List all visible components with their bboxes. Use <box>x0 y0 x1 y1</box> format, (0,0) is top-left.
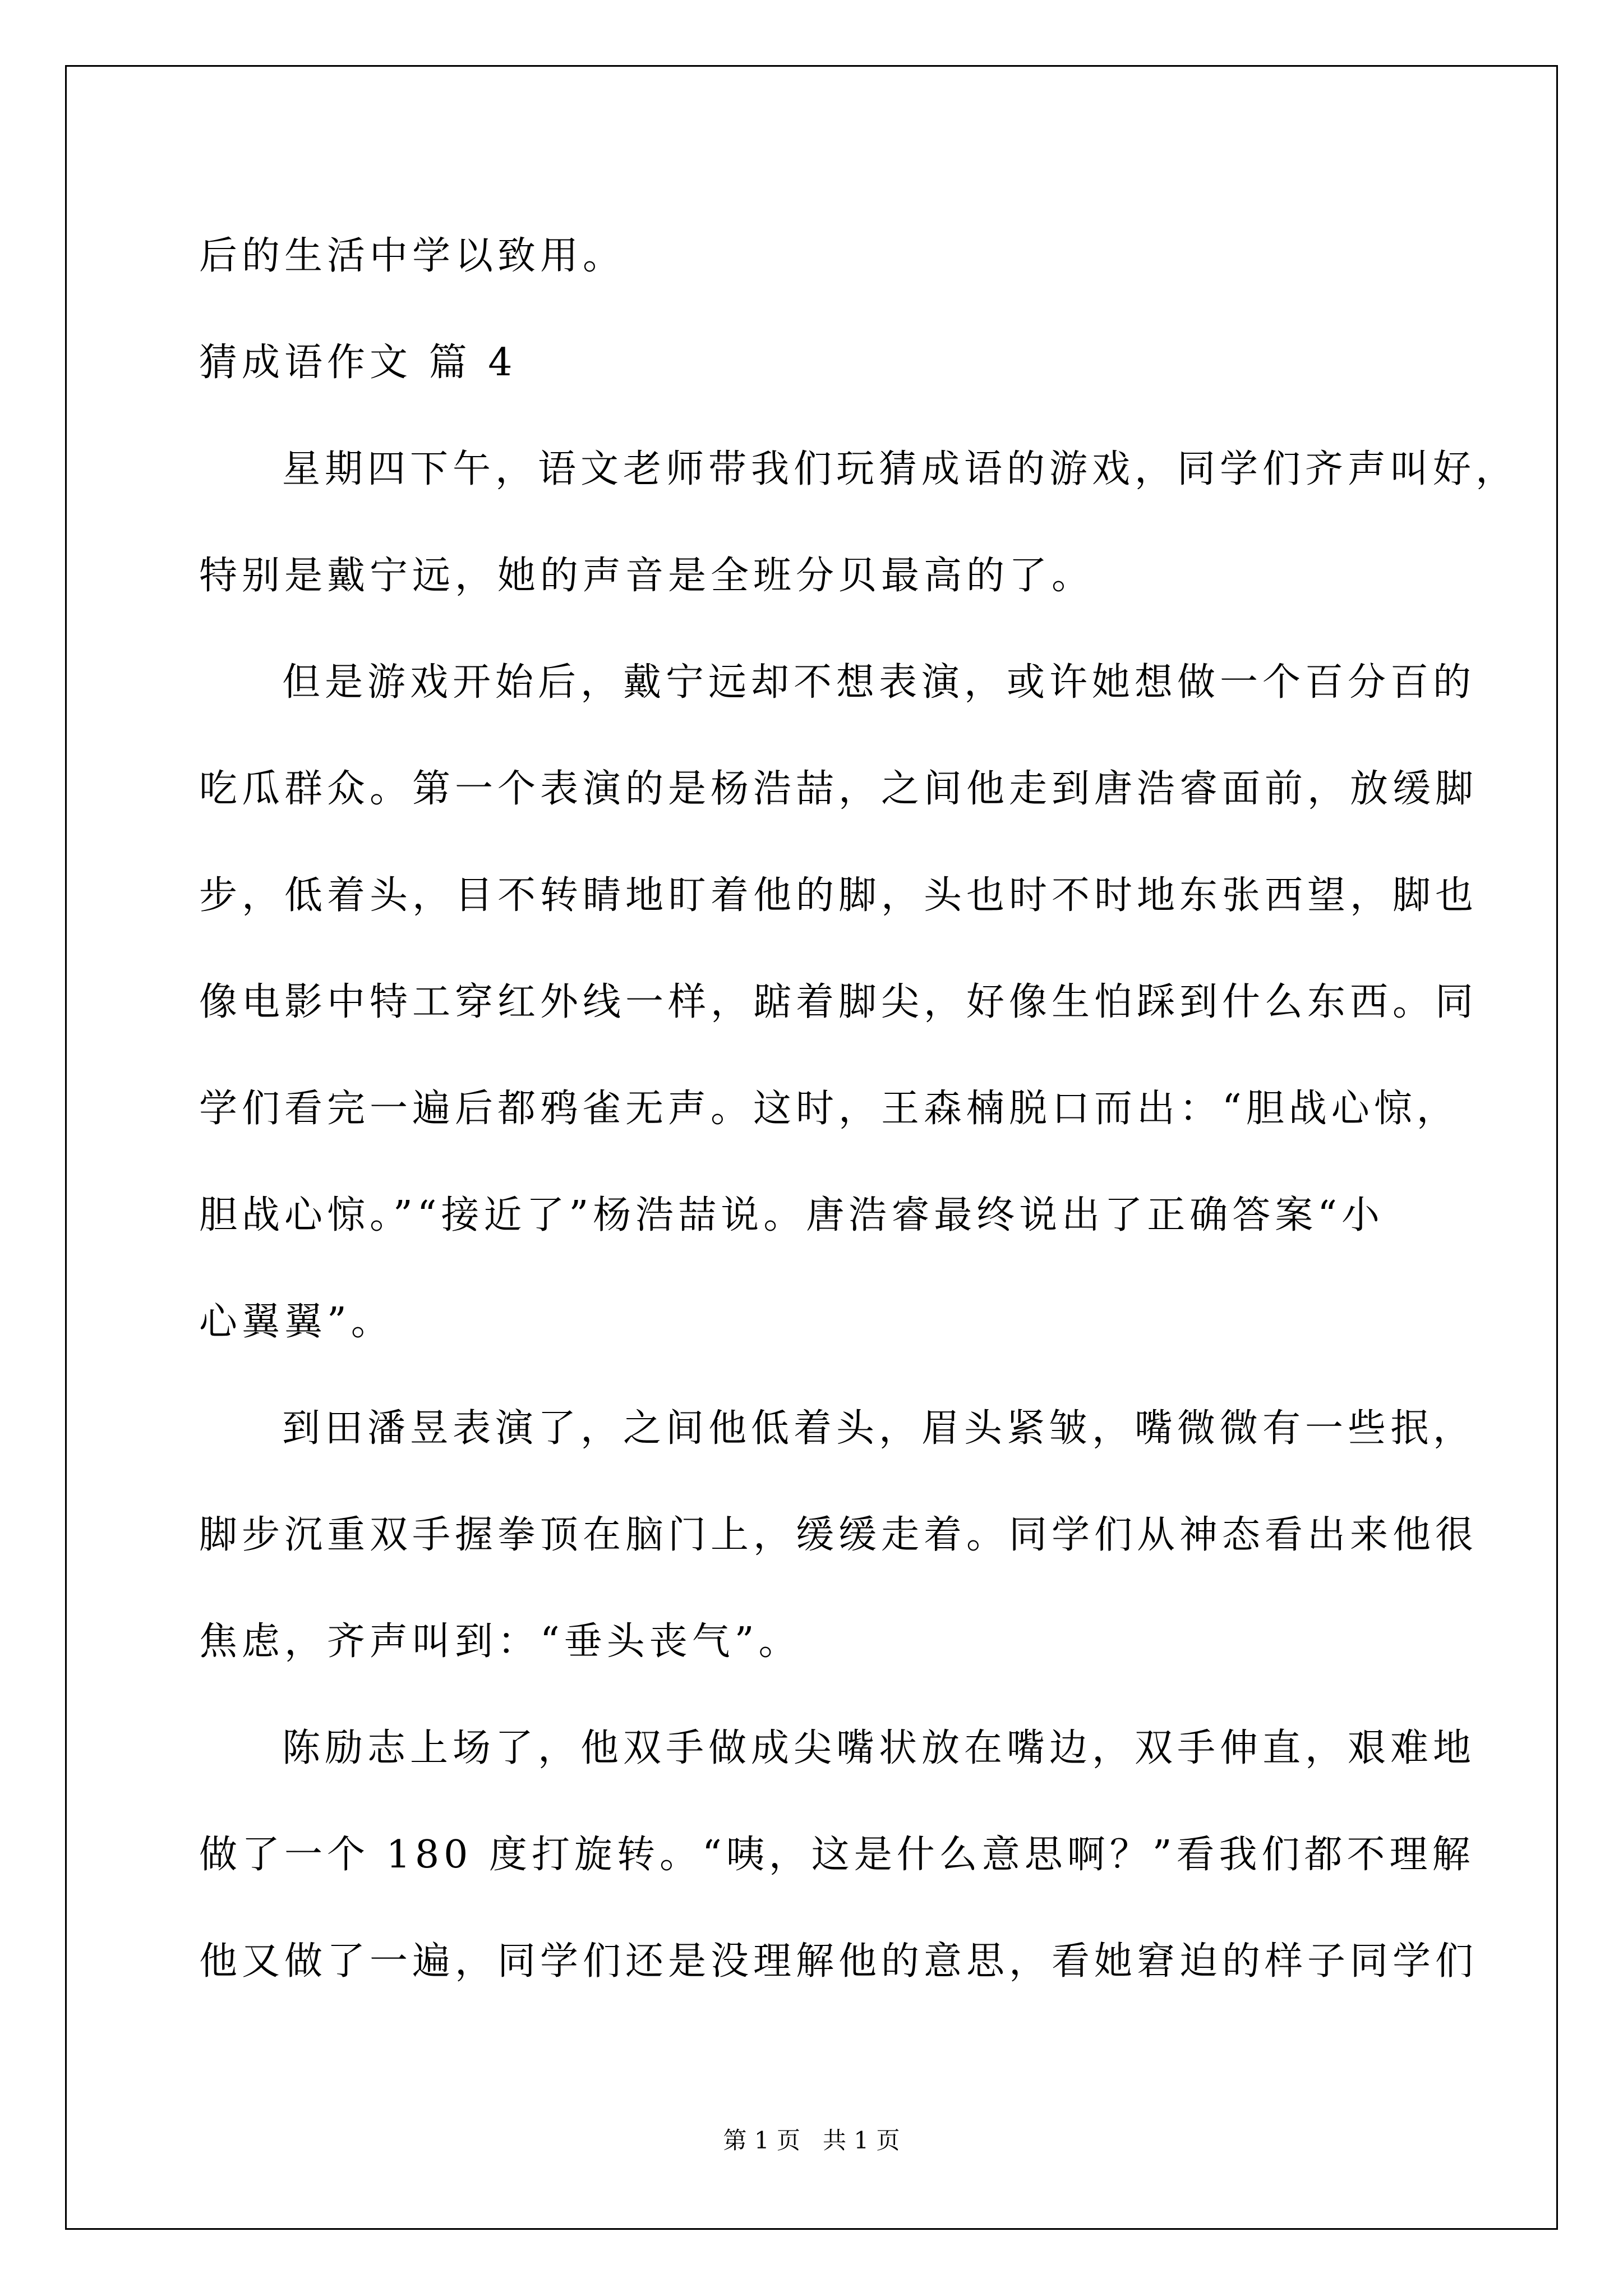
text-line: 学们看完一遍后都鸦雀无声。这时，王森楠脱口而出：“胆战心惊， <box>199 1087 1459 1131</box>
text-line: 吃瓜群众。第一个表演的是杨浩喆，之间他走到唐浩睿面前，放缓脚 <box>199 767 1478 811</box>
paragraph-line: 到田潘昱表演了，之间他低着头，眉头紧皱，嘴微微有一些抿， <box>282 1406 1476 1451</box>
text-line: 特别是戴宁远，她的声音是全班分贝最高的了。 <box>199 554 1095 598</box>
text-line: 脚步沉重双手握拳顶在脑门上，缓缓走着。同学们从神态看出来他很 <box>199 1513 1478 1557</box>
text-line: 步，低着头，目不转睛地盯着他的脚，头也时不时地东张西望，脚也 <box>199 873 1478 918</box>
section-heading: 猜成语作文 篇 4 <box>199 341 517 385</box>
text-line: 心翼翼”。 <box>199 1300 394 1344</box>
page-border <box>65 65 1558 2230</box>
paragraph-line: 星期四下午，语文老师带我们玩猜成语的游戏，同学们齐声叫好， <box>282 447 1519 491</box>
text-line: 胆战心惊。”“接近了”杨浩喆说。唐浩睿最终说出了正确答案“小 <box>199 1193 1385 1237</box>
text-line: 做了一个 180 度打旋转。“咦，这是什么意思啊？”看我们都不理解 <box>199 1833 1475 1877</box>
text-line: 后的生活中学以致用。 <box>199 234 626 278</box>
text-line: 他又做了一遍，同学们还是没理解他的意思，看她窘迫的样子同学们 <box>199 1939 1478 1984</box>
page-footer: 第 1 页 共 1 页 <box>723 2127 900 2154</box>
text-line: 像电影中特工穿红外线一样，踮着脚尖，好像生怕踩到什么东西。同 <box>199 980 1478 1024</box>
paragraph-line: 但是游戏开始后，戴宁远却不想表演，或许她想做一个百分百的 <box>282 660 1476 705</box>
text-line: 焦虑，齐声叫到：“垂头丧气”。 <box>199 1619 801 1664</box>
paragraph-line: 陈励志上场了，他双手做成尖嘴状放在嘴边，双手伸直，艰难地 <box>282 1726 1476 1770</box>
